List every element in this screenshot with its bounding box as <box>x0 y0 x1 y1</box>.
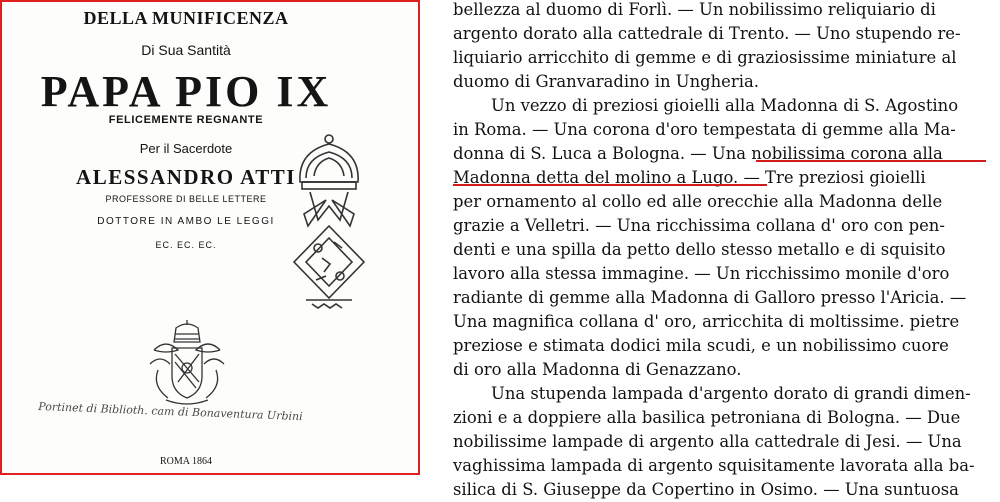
highlight-underline <box>453 184 767 186</box>
papal-coat-of-arms-icon <box>144 320 230 406</box>
highlight-underline <box>756 160 986 162</box>
book-text-panel <box>434 0 1000 499</box>
text-line: bellezza al duomo di Forlì. — Un nobilissimo reliquiario di <box>453 0 936 19</box>
paragraph-start-line: Una stupenda lampada d'argento dorato di grandi dimen- <box>491 384 971 403</box>
title-line-sacerdote: Per il Sacerdote <box>139 141 233 156</box>
text-line: silica di S. Giuseppe da Copertino in Osimo. — Una suntuosa <box>453 480 959 499</box>
text-line: radiante di gemme alla Madonna di Galloro presso l'Aricia. — <box>453 288 967 307</box>
paragraph-start-line: Un vezzo di preziosi gioielli alla Madonna di S. Agostino <box>491 96 959 115</box>
author-name: ALESSANDRO ATTI <box>76 165 296 189</box>
author-title-professore: PROFESSORE DI BELLE LETTERE <box>105 194 267 204</box>
title-line-munificenza: DELLA MUNIFICENZA <box>83 8 289 28</box>
title-line-papa-pio: PAPA PIO IX <box>40 67 332 116</box>
text-line: lavoro alla stessa immagine. — Un ricchissimo monile d'oro <box>453 264 950 283</box>
text-line: donna di S. Luca a Bologna. — Una nobilissima corona alla <box>453 144 943 163</box>
text-line: Una magnifica collana d' oro, arricchita di moltissime. pietre <box>453 312 960 331</box>
text-line: grazie a Velletri. — Una ricchissima collana d' oro con pen- <box>453 216 945 235</box>
imprint-place-date: ROMA 1864 <box>160 456 212 467</box>
text-line: preziose e stimata dodici mila scudi, e un nobilissimo cuore <box>453 336 949 355</box>
text-line: per ornamento al collo ed alle orecchie alla Madonna delle <box>453 192 943 211</box>
text-line: liquiario arricchito di gemme e di graziosissime miniature al <box>453 48 957 67</box>
text-line: denti e una spilla da petto dello stesso metallo e di squisito <box>453 240 946 259</box>
title-etc: EC. EC. EC. <box>155 240 217 250</box>
title-line-regnante: FELICEMENTE REGNANTE <box>108 114 264 126</box>
text-line: argento dorato alla cattedrale di Trento. — Uno stupendo re- <box>453 24 961 43</box>
text-line: di oro alla Madonna di Genazzano. <box>453 360 742 379</box>
text-line: zioni e a doppiere alla basilica petroniana di Bologna. — Due <box>453 408 961 427</box>
title-page-panel <box>0 0 420 475</box>
text-line: Madonna detta del molino a Lugo. — Tre preziosi gioielli <box>453 168 926 187</box>
title-line-sua-santita: Di Sua Santità <box>141 42 231 58</box>
text-line: nobilissime lampade di argento alla cattedrale di Jesi. — Una <box>453 432 962 451</box>
text-line: vaghissima lampada di argento squisitamente lavorata alla ba- <box>453 456 975 475</box>
library-stamp-icon <box>288 130 370 318</box>
text-line: duomo di Granvaradino in Ungheria. <box>453 72 759 91</box>
handwritten-ownership-note: Portinet di Biblioth. cam di Bonaventura Urbini <box>38 400 303 424</box>
author-title-dottore: DOTTORE IN AMBO LE LEGGI <box>97 216 275 227</box>
text-line: in Roma. — Una corona d'oro tempestata di gemme alla Ma- <box>453 120 956 139</box>
